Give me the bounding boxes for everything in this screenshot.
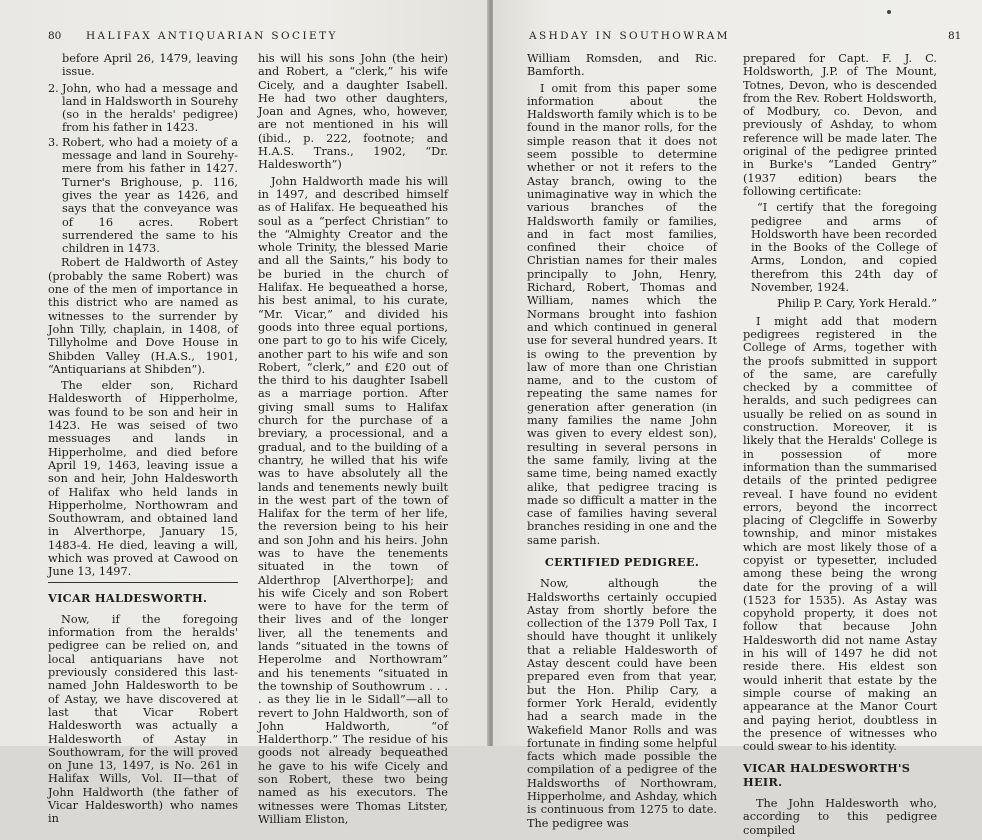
paragraph: before April 26, 1479, leaving issue. [62, 52, 238, 79]
running-head: HALIFAX ANTIQUARIAN SOCIETY [86, 30, 338, 42]
certificate-signature: Philip P. Cary, York Herald.” [777, 297, 937, 311]
numbered-list [48, 82, 238, 256]
section-heading: VICAR HALDESWORTH. [48, 590, 208, 605]
paragraph: Now, if the foregoing information from the heralds' pedigree can be relied on, and local antiquarians have not previously considered this last-named John Haldesworth to be of Astay, we have discovered at last that Vicar Robert Haldesworth was actually a Haldesworth of Astay in Southowram, for the will proved on June 13, 1497, is No. 261 in Halifax Wills, Vol. II—that of John Haldworth (the father of Vicar Haldesworth) who names in [48, 612, 238, 826]
list-item [48, 136, 238, 256]
paragraph: Robert de Haldworth of Astey (probably the same Robert) was one of the men of importance in this district who are named as witnesses to the surrender by John Tilly, chaplain, in 1408, of Tillyholme and Dove House in Shibden Valley (H.A.S., 1901, “Antiquarians at Shibden”). [48, 256, 238, 376]
running-head: ASHDAY IN SOUTHOWRAM [529, 30, 730, 42]
left-column-1 [48, 52, 238, 829]
paragraph: Now, although the Haldsworths certainly occupied Astay from shortly before the collection of the 1379 Poll Tax, I should have thought it unlikely that a reliable Haldesworth of Astay descent could have been prepared even from that year, but the Hon. Philip Cary, a former York Herald, evidently had a search made in the Wakefield Manor Rolls and was fortunate in finding some helpful facts which made possible the compilation of a pedigree of the Haldsworths of Northowram, Hipperholme, and Ashday, which is continuous from 1275 to date. The pedigree was [527, 577, 717, 830]
left-column-2 [258, 52, 448, 829]
list-number: 2. [48, 81, 59, 95]
right-column-1 [527, 52, 717, 833]
paragraph: his will his sons John (the heir) and Robert, a “clerk,” his wife Cicely, and a daughter Isabell. He had two other daughters, Joan and Agnes, who, however, are not mentioned in his will (ibid., p. 222, footnote; and H.A.S. Trans., 1902, “Dr. Haldesworth”) [258, 52, 448, 172]
list-number: 3. [48, 135, 59, 149]
certificate-text: “I certify that the foregoing pedigree and arms of Holdsworth have been recorded in the Books of the College of Arms, London, and copied therefrom this 24th day of November, 1924. [751, 201, 937, 295]
list-text: Robert, who had a moiety of a message and land in Sourehy-mere from his father in 1427. Turner's Brighouse, p. 116, gives the year as 1426, and says that the conveyance was of 16 acres. Robert surrendered the same to his children in 1473. [62, 135, 238, 256]
paragraph: The elder son, Richard Haldesworth of Hipperholme, was found to be son and heir in 1423. He was seised of two messuages and lands in Hipperholme, and died before April 19, 1463, leaving issue a son and heir, John Haldesworth of Halifax who held lands in Hipperholme, Northowram and Southowram, and obtained land in Alverthorpe, January 15, 1483-4. He died, leaving a will, which was proved at Cawood on June 13, 1497. [48, 379, 238, 579]
paragraph: I might add that modern pedigrees registered in the College of Arms, together with the proofs submitted in support of the same, are carefully checked by a committee of heralds, and such pedigrees can usually be relied on as sound in construction. Moreover, it is likely that the Heralds' College is in possession of more information than the summarised details of the printed pedigree reveal. I have found no evident errors, beyond the incorrect placing of Clegcliffe in Sowerby township, and minor mistakes which are most likely those of a copyist or typesetter, included among these being the wrong date for the proving of a will (1523 for 1535). As Astay was copyhold property, it does not follow that because John Haldesworth did not name Astay in his will of 1497 he did not reside there. His eldest son would inherit that estate by the simple course of making an appearance at the Manor Court and paying heriot, doubtless in the presence of witnesses who could swear to his identity. [743, 314, 937, 754]
page-number: 81 [948, 30, 962, 42]
certificate-quote [751, 201, 937, 310]
section-heading: CERTIFIED PEDIGREE. [544, 554, 700, 569]
right-page [493, 0, 982, 837]
right-column-2 [743, 52, 937, 840]
printing-mark [887, 10, 891, 14]
paragraph: The John Haldesworth who, according to this pedigree compiled [743, 797, 937, 837]
list-text: John, who had a message and land in Haldsworth in Sourehy (so in the heralds' pedigree) from his father in 1423. [62, 81, 238, 135]
left-page [0, 0, 489, 826]
paragraph: William Romsden, and Ric. Bamforth. [527, 52, 717, 79]
section-heading: VICAR HALDESWORTH'S HEIR. [743, 761, 911, 789]
list-item [48, 82, 238, 135]
divider [48, 582, 238, 583]
paragraph: I omit from this paper some information about the Haldsworth family which is to be found in the manor rolls, for the simple reason that it does not seem possible to determine whether or not it refers to the Astay branch, owing to the unimaginative way in which the various branches of the Haldsworth family or families, and in fact most families, confined their choice of Christian names for their males principally to John, Henry, Richard, Robert, Thomas and William, names which the Normans brought into fashion and which continued in general use for several hundred years. It is owing to the prevention by law of more than one Christian name, and to the custom of repeating the same names for generation after generation (in many families the name John was given to every eldest son), resulting in several persons in the same family, living at the same time, being named exactly alike, that pedigree tracing is made so difficult a matter in the case of families having several branches residing in one and the same parish. [527, 81, 717, 547]
paragraph: prepared for Capt. F. J. C. Holdsworth, J.P. of The Mount, Totnes, Devon, who is descended from the Rev. Robert Holdsworth, of Modbury, co. Devon, and previously of Ashday, to whom reference will be made later. The original of the pedigree printed in Burke's “Landed Gentry” (1937 edition) bears the following certificate: [743, 52, 937, 198]
paragraph: John Haldworth made his will in 1497, and described himself as of Halifax. He bequeathed his soul as a “perfect Christian” to the “Almighty Creator and the whole Trinity, the blessed Marie and all the Saints,” his body to be buried in the church of Halifax. He bequeathed a horse, his best animal, to his curate, “Mr. Vicar,” and divided his goods into three equal portions, one part to go to his wife Cicely, another part to his wife and son Robert, “clerk,” and £20 out of the third to his daughter Isabell as a marriage portion. After giving small sums to Halifax church for the purchase of a breviary, a processional, and a gradual, and to the building of a chantry, he willed that his wife was to have absolutely all the lands and tenements newly built in the west part of the town of Halifax for the term of her life, the reversion being to his heir and son John and his heirs. John was to have the tenements situated in the town of Alderthrop [Alverthorpe]; and his wife Cicely and son Robert were to have for the term of their lives and of the longer liver, all the tenements and lands “situated in the towns of Heperolme and Northowram” and his tenements “situated in the township of Southowrum . . . . as they lie in le Sidall”—all to revert to John Haldworth, son of John Haldworth, “of Halderthorp.” The residue of his goods not already bequeathed he gave to his wife Cicely and son Robert, these two being named as his executors. The witnesses were Thomas Litster, William Eliston, [258, 174, 448, 826]
page-number: 80 [48, 30, 62, 42]
